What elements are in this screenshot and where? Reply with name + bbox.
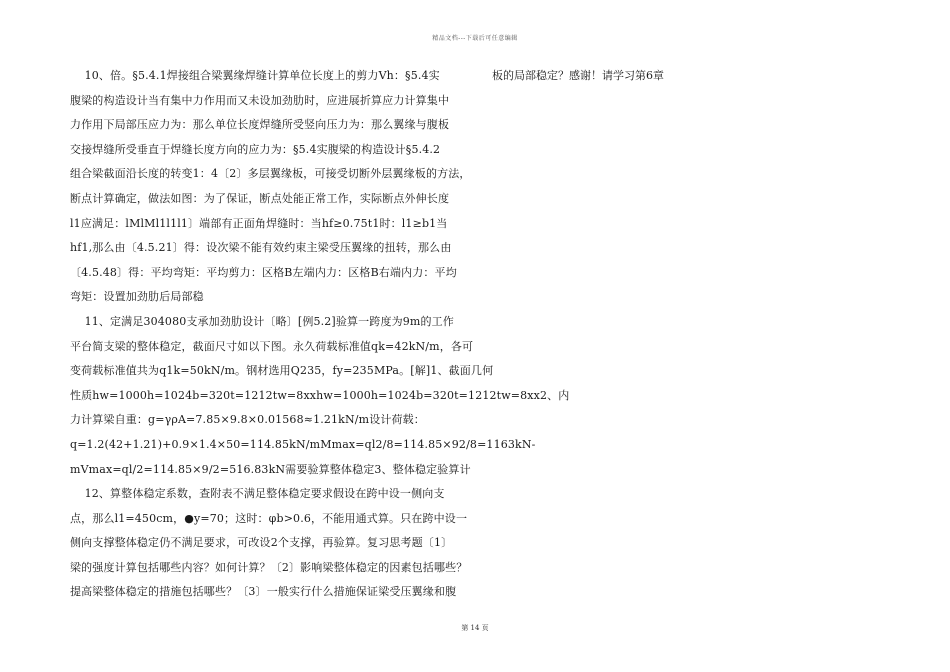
page-header: 精品文档---下载后可任意编辑 <box>432 35 518 42</box>
text-line: 梁的强度计算包括哪些内容？如何计算？〔2〕影响梁整体稳定的因素包括哪些？ <box>70 560 468 574</box>
text-line: hf1,那么由〔4.5.21〕得：设次梁不能有效约束主梁受压翼缘的扭转，那么由 <box>70 241 452 255</box>
text-line: 组合梁截面沿长度的转变1：4〔2〕多层翼缘板，可接受切断外层翼缘板的方法， <box>70 167 471 181</box>
text-line: 点，那么l1=450cm，●y=70；这时：φb>0.6，不能用通式算。只在跨中设一 <box>70 511 468 525</box>
text-line: 腹梁的构造设计当有集中力作用而又未设加劲肋时，应进展折算应力计算集中 <box>70 93 450 107</box>
text-line: 弯矩：设置加劲肋后局部稳 <box>70 290 204 304</box>
text-line: 提高梁整体稳定的措施包括哪些？〔3〕一般实行什么措施保证梁受压翼缘和腹 <box>70 585 457 599</box>
text-line: 10、倍。§5.4.1焊接组合梁翼缘焊缝计算单位长度上的剪力Vh：§5.4实 <box>70 69 440 82</box>
text-line: 变荷载标准值共为q1k=50kN/m。钢材选用Q235，fy=235MPa。[解]1、截面几何 <box>70 364 494 378</box>
text-line: 侧向支撑整体稳定仍不满足要求，可改设2个支撑，再验算。复习思考题〔1〕 <box>70 536 453 550</box>
text-line: mVmax=ql/2=114.85×9/2=516.83kN需要验算整体稳定3、整体稳定验算计 <box>70 462 471 476</box>
page-number: 第 14 页 <box>461 624 489 632</box>
text-line: 〔4.5.48〕得：平均弯矩：平均剪力：区格B左端内力：区格B右端内力：平均 <box>70 265 457 279</box>
text-line: 12、算整体稳定系数，查附表不满足整体稳定要求假设在跨中设一侧向支 <box>70 487 445 501</box>
text-line: 力计算梁自重：g=γρA=7.85×9.8×0.01568≈1.21kN/m设计荷载： <box>70 413 425 427</box>
left-text-column <box>70 64 570 605</box>
text-line: 断点计算确定，做法如图：为了保证，断点处能正常工作，实际断点外伸长度 <box>70 191 450 205</box>
text-line: l1应满足：lMlMl1l1l1〕端部有正面角焊缝时：当hf≥0.75t1时：l1≥b1当 <box>70 216 448 230</box>
text-line: 力作用下局部压应力为：那么单位长度焊缝所受竖向压力为：那么翼缘与腹板 <box>70 118 450 132</box>
text-line: 交接焊缝所受垂直于焊缝长度方向的应力为：§5.4实腹梁的构造设计§5.4.2 <box>70 142 441 156</box>
text-line: 平台简支梁的整体稳定，截面尺寸如以下图。永久荷载标准值qk=42kN/m，各可 <box>70 339 474 353</box>
text-line: 性质hw=1000h=1024b=320t=1212tw=8xxhw=1000h=1024b=320t=1212tw=8xx2、内 <box>70 388 570 402</box>
text-line: q=1.2(42+1.21)+0.9×1.4×50=114.85kN/mMmax=ql2/8=114.85×92/8=1163kN- <box>70 437 536 451</box>
text-line: 11、定满足304080支承加劲肋设计〔略〕[例5.2]验算一跨度为9m的工作 <box>70 314 454 328</box>
text-line: 板的局部稳定？感谢！请学习第6章 <box>492 69 664 82</box>
right-text-column <box>492 64 872 89</box>
